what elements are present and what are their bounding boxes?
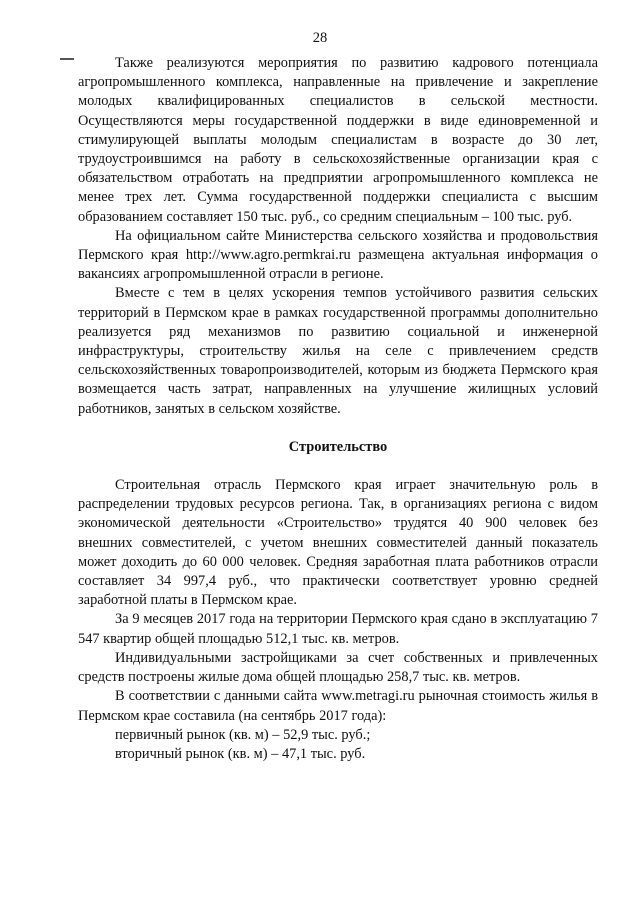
- section-heading: Строительство: [288, 438, 388, 455]
- paragraph-market-prices: В соответствии с данными сайта www.metragi.ru рыночная стоимость жилья в Пермском крае составила (на сентябрь 2017 года):: [78, 688, 598, 724]
- paragraph-rural-development: Вместе с тем в целях ускорения темпов устойчивого развития сельских территорий в Пермском крае в рамках государственной программы дополнительно реализуется ряд механизмов по развитию социальной и инженерной инфраструктуры, строительству жилья на селе с привлечением средств сельскохозяйственных товаропроизводителей, которым из бюджета Пермского края возмещается часть затрат, направленных на улучшение жилищных условий работников, занятых в сельском хозяйстве.: [78, 285, 598, 417]
- paragraph-individual-builders: Индивидуальными застройщиками за счет собственных и привлеченных средств построены жилые дома общей площадью 258,7 тыс. кв. метров.: [78, 649, 598, 686]
- paragraph-construction-industry: Строительная отрасль Пермского края играет значительную роль в распределении трудовых ресурсов региона. Так, в организациях региона с видом экономической деятельности «Строительство» трудятся 40 900 человек без внешних совместителей, с учетом внешних совместителей данный показатель может доходить до 60 000 человек. Средняя заработная плата работников отрасли составляет 34 997,4 руб., что практически соответствует уровню средней заработной платы в Пермском крае.: [78, 477, 598, 609]
- page-number: 28: [312, 30, 328, 46]
- paragraph-staff-support: Также реализуются мероприятия по развитию кадрового потенциала агропромышленного комплекса, направленные на привлечение и закрепление молодых квалифицированных специалистов в сельской местности. Осуществляются меры государственной поддержки в виде единовременной и стимулирующей выплаты молодым специалистам в возрасте до 30 лет, трудоустроившимся на работу в сельскохозяйственные организации края с обязательством отработать на предприятии агропромышленного комплекса не менее трех лет. Сумма государственной поддержки специалиста с высшим образованием составляет 150 тыс. руб., со средним специальным – 100 тыс. руб.: [78, 55, 598, 225]
- document-body: [78, 54, 598, 764]
- paragraph-ministry-site: На официальном сайте Министерства сельского хозяйства и продовольствия Пермского края http://www.agro.permkrai.ru размещена актуальная информация о вакансиях агропромышленной отрасли в регионе.: [78, 227, 598, 283]
- paragraph-apartments-commissioned: За 9 месяцев 2017 года на территории Пермского края сдано в эксплуатацию 7 547 квартир общей площадью 512,1 тыс. кв. метров.: [78, 611, 598, 647]
- list-item-secondary-market: вторичный рынок (кв. м) – 47,1 тыс. руб.: [115, 745, 366, 762]
- list-item-primary-market: первичный рынок (кв. м) – 52,9 тыс. руб.;: [115, 726, 371, 743]
- scan-mark: [60, 58, 74, 60]
